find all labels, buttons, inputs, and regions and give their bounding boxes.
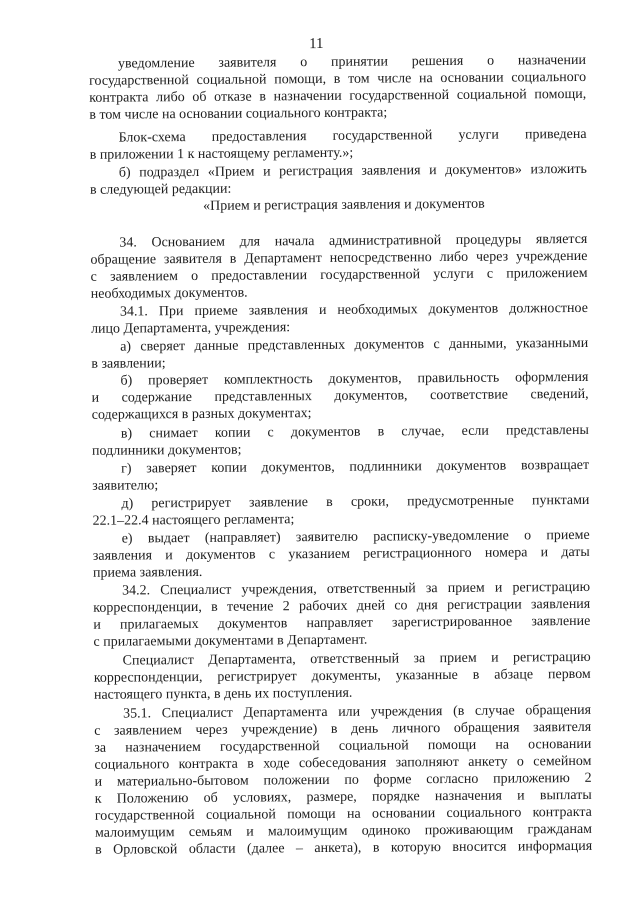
text-line: 22.1–22.4 настоящего регламента; — [92, 512, 295, 529]
page-number: 11 — [309, 35, 324, 53]
text-line: контракта либо об отказе в назначении государственной социальной помощи, — [89, 86, 587, 106]
text-line: Специалист Департамента, ответственный за прием и регистрацию — [122, 649, 591, 669]
text-line: лицо Департамента, учреждения: — [90, 320, 291, 337]
text-line: а) сверяет данные представленных документов с данными, указанными — [120, 335, 589, 355]
text-line: 34.2. Специалист учреждения, ответственный за прием и регистрацию — [122, 579, 591, 599]
text-line: государственной социальной помощи на основании социального контракта — [94, 804, 592, 824]
text-line: с прилагаемыми документами в Департамент. — [93, 632, 368, 650]
text-line: социального контракта в ходе собеседования заполняют анкету о семейном — [94, 753, 592, 773]
section-heading: «Прием и регистрация заявления и документов — [203, 196, 485, 214]
text-line: корреспонденции, регистрирует документы, указанные в абзаце первом — [93, 666, 591, 686]
text-line: и материально-бытовом положении по форме согласно приложению 2 — [94, 770, 592, 790]
text-line: е) выдает (направляет) заявителю расписку-уведомление о приеме — [121, 527, 590, 547]
text-line: обращение заявителя в Департамент непосредственно либо через учреждение — [90, 248, 588, 268]
text-line: в Орловской области (далее – анкета), в которую вносится информация — [95, 838, 593, 858]
text-line: в заявлении; — [91, 356, 166, 372]
text-line: с заявлением о предоставлении государственной услуги с приложением — [90, 265, 588, 285]
text-line: приема заявления. — [92, 564, 203, 581]
text-line: в следующей редакции: — [89, 181, 232, 198]
text-line: в) снимает копии с документов в случае, если представлены — [120, 422, 589, 442]
text-line: уведомление заявителя о принятии решения о назначении — [117, 52, 587, 72]
text-line: заявителю; — [92, 478, 159, 494]
text-line: и содержание представленных документов, соответствие сведений, — [91, 386, 589, 406]
text-line: за назначением государственной социальной помощи на основании — [94, 736, 592, 756]
text-line: подлинники документов; — [91, 442, 242, 459]
text-line: в том числе на основании социального контракта; — [89, 105, 388, 123]
text-line: 34.1. При приеме заявления и необходимых документов должностное — [119, 300, 588, 320]
text-line: в приложении 1 к настоящему регламенту.»; — [89, 145, 354, 163]
text-line: заявления и документов с указанием регистрационного номера и даты — [92, 544, 590, 564]
text-line: с заявлением через учреждение) в день личного обращения заявителя — [94, 719, 592, 739]
text-line: д) регистрирует заявление в сроки, предусмотренные пунктами — [121, 492, 590, 512]
text-line: корреспонденции, в течение 2 рабочих дней со дня регистрации заявления — [93, 596, 591, 616]
text-line: к Положению об условиях, размере, порядке назначения и выплаты — [94, 787, 592, 807]
text-line: настоящего пункта, в день их поступления. — [93, 685, 353, 703]
text-line: малоимущим семьям и малоимущим одиноко проживающим гражданам — [94, 821, 593, 841]
text-line: б) подраздел «Прием и регистрация заявления и документов» изложить — [118, 161, 587, 181]
text-line: необходимых документов. — [90, 285, 248, 302]
text-line: г) заверяет копии документов, подлинники документов возвращает — [121, 457, 590, 477]
text-line: содержащихся в разных документах; — [91, 406, 312, 423]
text-line: государственной социальной помощи, в том числе на основании социального — [89, 69, 587, 89]
text-line: б) проверяет комплектность документов, правильность оформления — [120, 369, 589, 389]
text-line: 35.1. Специалист Департамента или учреждения (в случае обращения — [123, 702, 592, 722]
text-line: Блок-схема предоставления государственной услуги приведена — [118, 126, 587, 146]
text-line: и прилагаемых документов направляет зарегистрированное заявление — [93, 613, 591, 633]
text-line: 34. Основанием для начала административной процедуры является — [119, 231, 588, 251]
